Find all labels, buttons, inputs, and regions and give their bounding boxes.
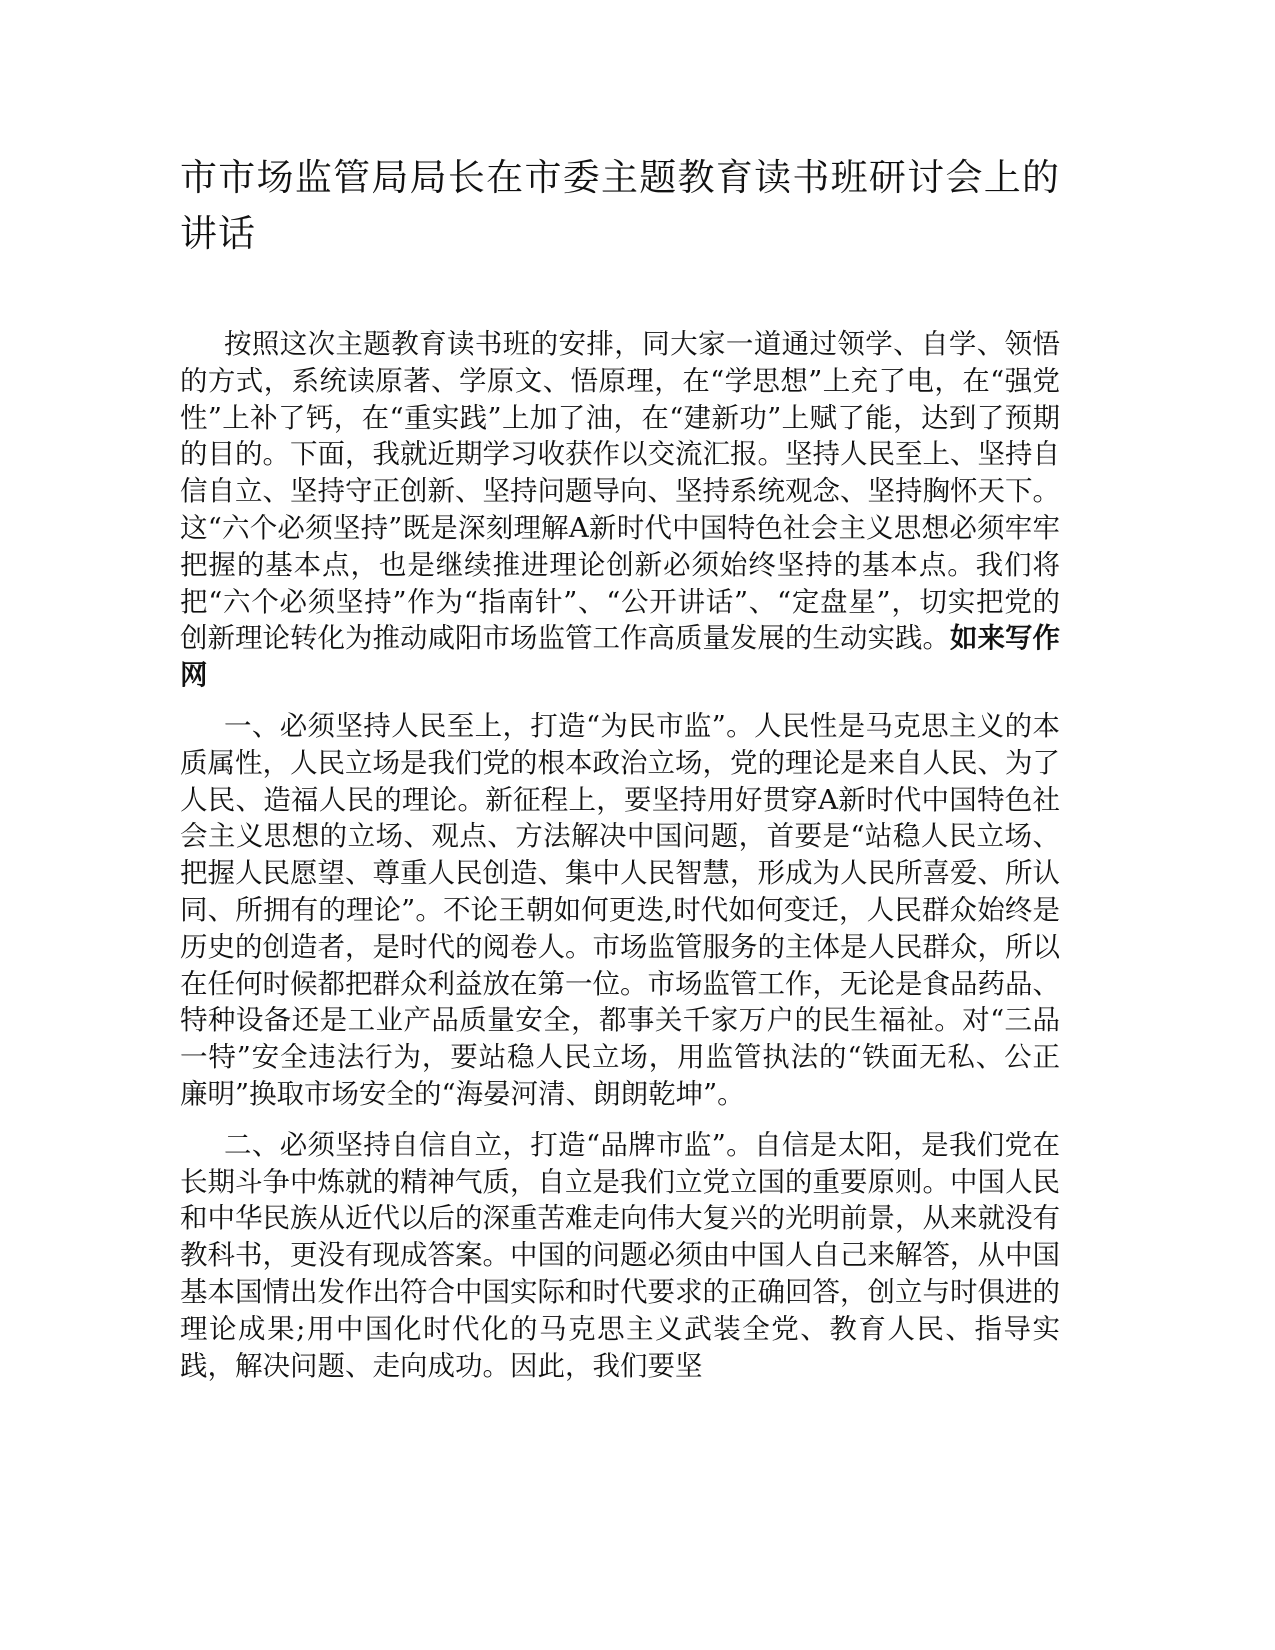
paragraph-intro [180,326,1060,694]
document-page [180,0,1060,1650]
paragraph-section-1 [180,708,1060,1113]
document-body [180,326,1060,1384]
paragraph-text: 按照这次主题教育读书班的安排，同大家一道通过领学、自学、领悟的方式，系统读原著、学原文、悟原理，在“学思想”上充了电，在“强党性”上补了钙，在“重实践”上加了油，在“建新功”上赋了能，达到了预期的目的。下面，我就近期学习收获作以交流汇报。坚持人民至上、坚持自信自立、坚持守正创新、坚持问题导向、坚持系统观念、坚持胸怀天下。这“六个必须坚持”既是深刻理解A新时代中国特色社会主义思想必须牢牢把握的基本点，也是继续推进理论创新必须始终坚持的基本点。我们将把“六个必须坚持”作为“指南针”、“公开讲话”、“定盘星”，切实把党的创新理论转化为推动咸阳市场监管工作高质量发展的生动实践。 [180,328,1060,655]
paragraph-text: 二、必须坚持自信自立，打造“品牌市监”。自信是太阳，是我们党在长期斗争中炼就的精神气质，自立是我们立党立国的重要原则。中国人民和中华民族从近代以后的深重苦难走向伟大复兴的光明前景，从来就没有教科书，更没有现成答案。中国的问题必须由中国人自己来解答，从中国基本国情出发作出符合中国实际和时代要求的正确回答，创立与时俱进的理论成果;用中国化时代化的马克思主义武装全党、教育人民、指导实践，解决问题、走向成功。因此，我们要坚 [180,1128,1060,1382]
brand-text: 如来写作网 [180,622,1060,692]
paragraph-section-2 [180,1127,1060,1385]
paragraph-text: 一、必须坚持人民至上，打造“为民市监”。人民性是马克思主义的本质属性，人民立场是我们党的根本政治立场，党的理论是来自人民、为了人民、造福人民的理论。新征程上，要坚持用好贯穿A新时代中国特色社会主义思想的立场、观点、方法解决中国问题，首要是“站稳人民立场、把握人民愿望、尊重人民创造、集中人民智慧，形成为人民所喜爱、所认同、所拥有的理论”。不论王朝如何更迭,时代如何变迁，人民群众始终是历史的创造者，是时代的阅卷人。市场监管服务的主体是人民群众，所以在任何时候都把群众利益放在第一位。市场监管工作，无论是食品药品、特种设备还是工业产品质量安全，都事关千家万户的民生福祉。对“三品一特”安全违法行为，要站稳人民立场，用监管执法的“铁面无私、公正廉明”换取市场安全的“海晏河清、朗朗乾坤”。 [180,709,1060,1110]
document-title: 市市场监管局局长在市委主题教育读书班研讨会上的讲话 [180,156,1060,255]
